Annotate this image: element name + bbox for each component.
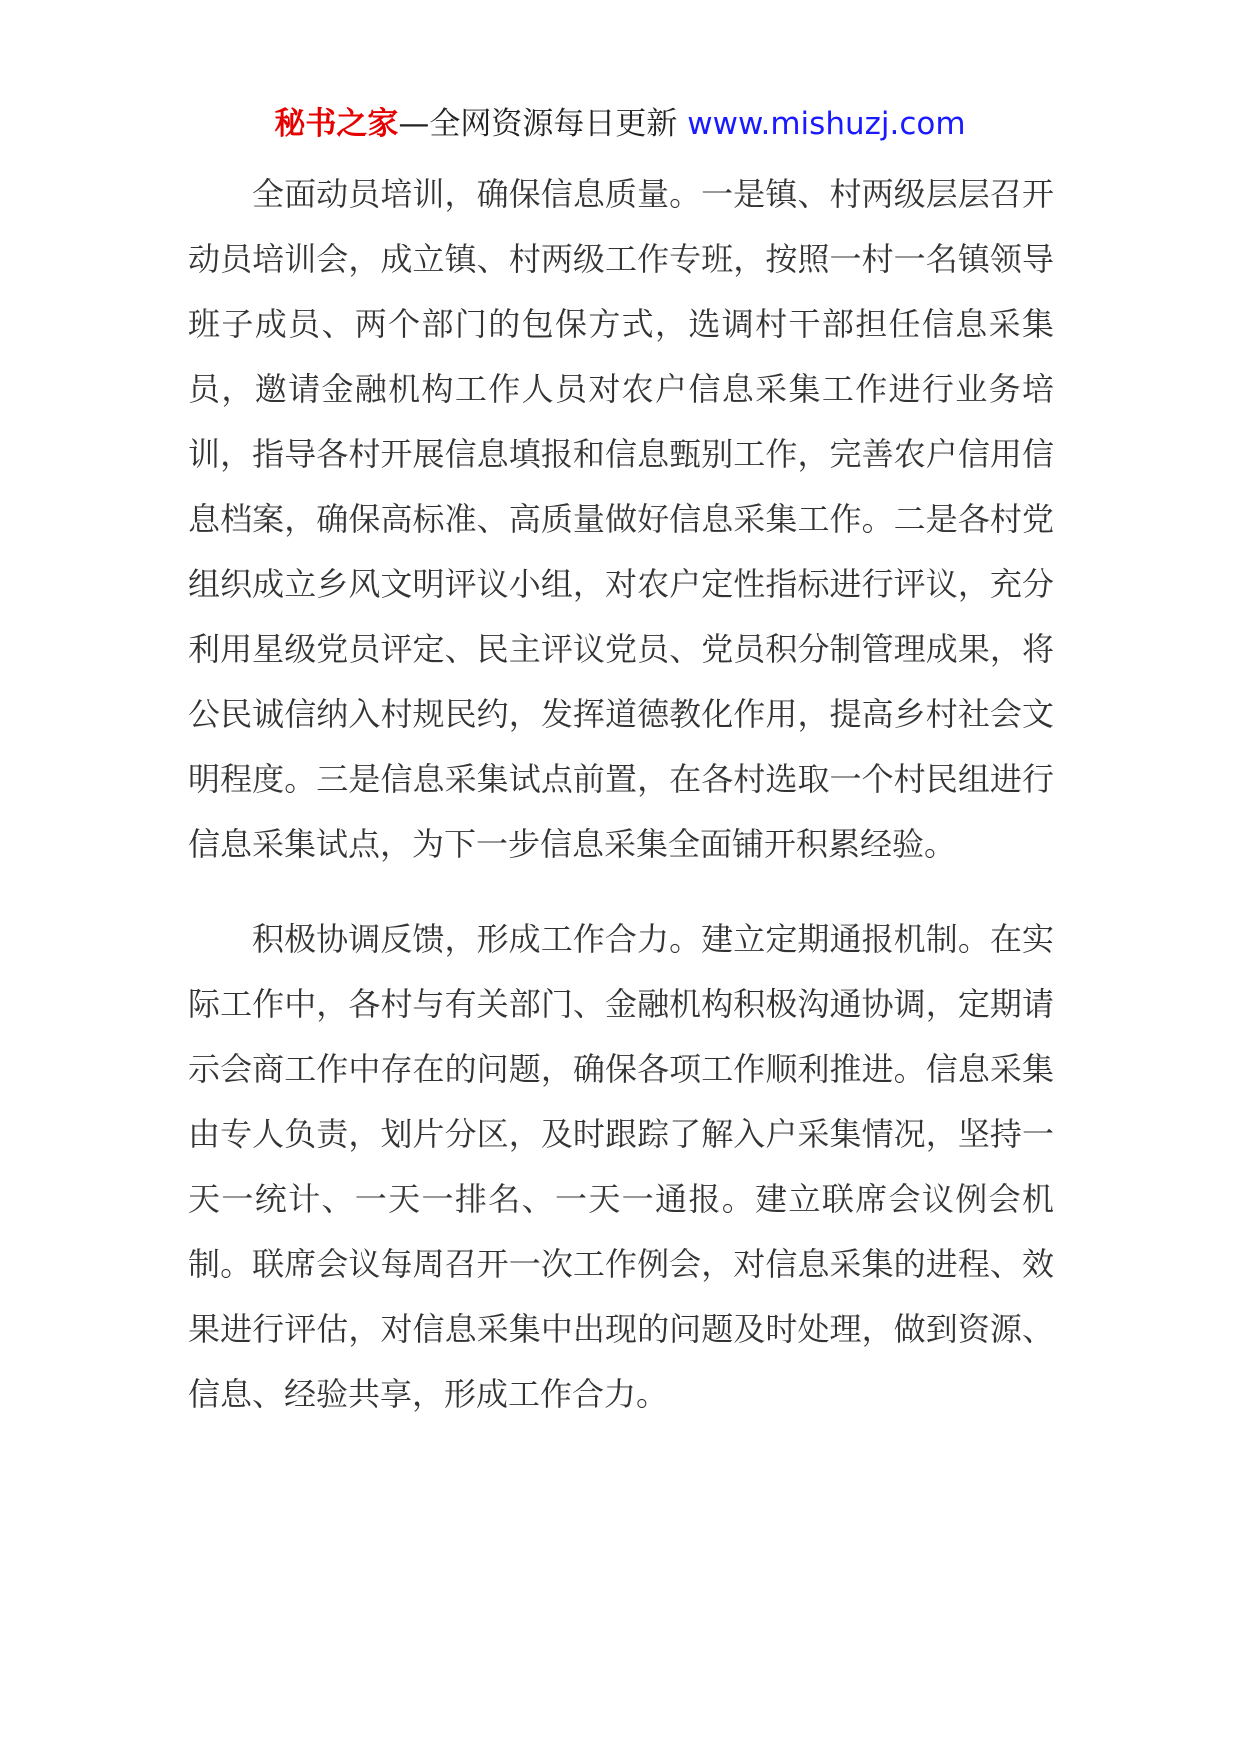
page-header bbox=[0, 104, 1240, 144]
document-body bbox=[188, 162, 1054, 1427]
paragraph: 积极协调反馈，形成工作合力。建立定期通报机制。在实际工作中，各村与有关部门、金融机构积极沟通协调，定期请示会商工作中存在的问题，确保各项工作顺利推进。信息采集由专人负责，划片分区，及时跟踪了解入户采集情况，坚持一天一统计、一天一排名、一天一通报。建立联席会议例会机制。联席会议每周召开一次工作例会，对信息采集的进程、效果进行评估，对信息采集中出现的问题及时处理，做到资源、信息、经验共享，形成工作合力。 bbox=[188, 920, 1054, 1413]
header-tagline: —全网资源每日更新 bbox=[398, 106, 688, 142]
paragraph: 全面动员培训，确保信息质量。一是镇、村两级层层召开动员培训会，成立镇、村两级工作专班，按照一村一名镇领导班子成员、两个部门的包保方式，选调村干部担任信息采集员，邀请金融机构工作人员对农户信息采集工作进行业务培训，指导各村开展信息填报和信息甄别工作，完善农户信用信息档案，确保高标准、高质量做好信息采集工作。二是各村党组织成立乡风文明评议小组，对农户定性指标进行评议，充分利用星级党员评定、民主评议党员、党员积分制管理成果，将公民诚信纳入村规民约，发挥道德教化作用，提高乡村社会文明程度。三是信息采集试点前置，在各村选取一个村民组进行信息采集试点，为下一步信息采集全面铺开积累经验。 bbox=[188, 175, 1054, 863]
brand-name: 秘书之家 bbox=[274, 106, 399, 142]
site-url-link[interactable]: www.mishuzj.com bbox=[687, 106, 966, 142]
